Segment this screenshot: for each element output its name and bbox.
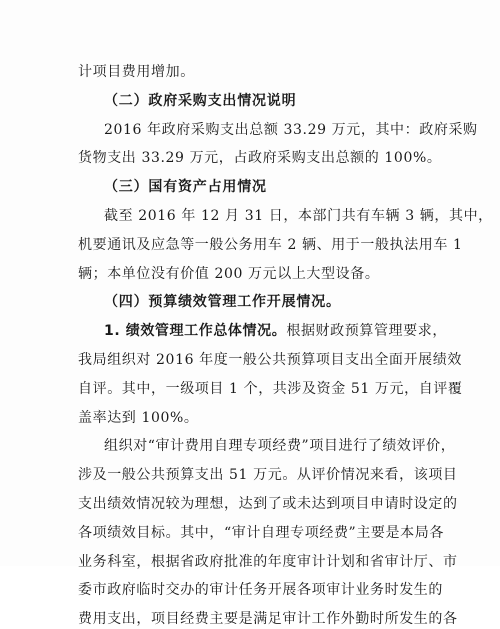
evaluation-text-line-2: 涉及一般公共预算支出 51 万元。从评价情况来看，该项目 [78, 467, 458, 484]
paragraph-continuation: 计项目费用增加。 [78, 64, 195, 80]
section-heading-government-procurement: （二）政府采购支出情况说明 [104, 92, 297, 109]
performance-overview-line-4: 盖率达到 100%。 [78, 409, 199, 426]
assets-text-line-2: 机要通讯及应急等一般公务用车 2 辆、用于一般执法用车 1 [78, 236, 463, 253]
assets-text-line-3: 辆；本单位没有价值 200 万元以上大型设备。 [78, 265, 380, 282]
evaluation-text-line-1: 组织对“审计费用自理专项经费”项目进行了绩效评价， [104, 438, 456, 455]
assets-text-line-1: 截至 2016 年 12 月 31 日，本部门共有车辆 3 辆，其中， [104, 208, 493, 224]
performance-overview-line-1 [104, 321, 447, 341]
evaluation-text-line-5: 业务科室，根据省政府批准的年度审计计划和省审计厅、市 [78, 553, 458, 570]
procurement-text-line-2: 货物支出 33.29 万元，占政府采购支出总额的 100%。 [78, 150, 442, 167]
evaluation-text-line-3: 支出绩效情况较为理想，达到了或未达到项目申请时设定的 [78, 496, 458, 512]
section-heading-performance-management: （四）预算绩效管理工作开展情况。 [104, 294, 341, 311]
procurement-text-line-1: 2016 年政府采购支出总额 33.29 万元，其中：政府采购 [104, 121, 478, 138]
evaluation-text-line-7: 费用支出，项目经费主要是满足审计工作外勤时所发生的各 [78, 611, 458, 628]
performance-overview-subheading: 1. 绩效管理工作总体情况。 [104, 323, 287, 340]
evaluation-text-line-6: 委市政府临时交办的审计任务开展各项审计业务时发生的 [78, 582, 443, 599]
performance-overview-text: 根据财政预算管理要求， [286, 323, 447, 340]
section-heading-state-assets: （三）国有资产占用情况 [104, 179, 267, 196]
performance-overview-line-2: 我局组织对 2016 年度一般公共预算项目支出全面开展绩效 [78, 352, 462, 368]
performance-overview-line-3: 自评。其中，一级项目 1 个，共涉及资金 51 万元，自评覆 [78, 380, 463, 397]
evaluation-text-line-4: 各项绩效目标。其中，“审计自理专项经费”主要是本局各 [78, 524, 444, 541]
